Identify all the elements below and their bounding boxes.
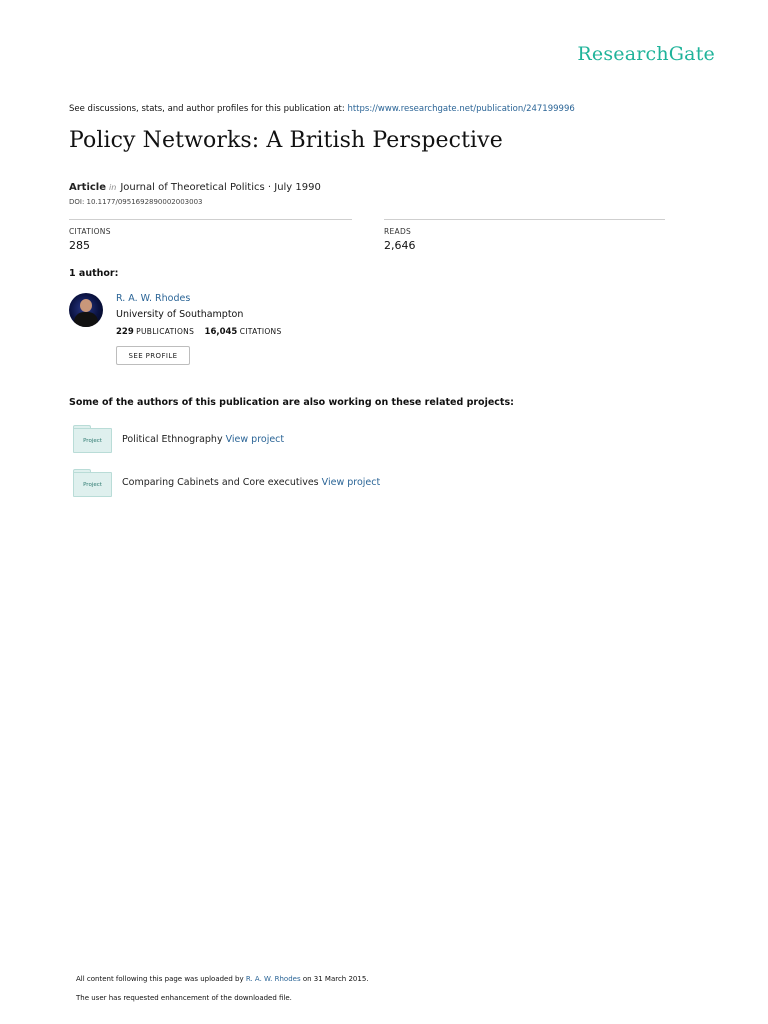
project-folder-icon[interactable] <box>73 469 112 497</box>
project-folder-icon[interactable] <box>73 425 112 453</box>
publication-title: Policy Networks: A British Perspective <box>69 128 503 153</box>
author-citations-label: CITATIONS <box>239 327 282 336</box>
project-item <box>122 477 380 488</box>
divider-citations <box>69 219 352 220</box>
projects-heading: Some of the authors of this publication are also working on these related projects: <box>69 397 514 408</box>
publication-doi: DOI: 10.1177/0951692890002003003 <box>69 198 203 206</box>
publication-meta <box>69 182 321 193</box>
project-name: Comparing Cabinets and Core executives <box>122 477 319 488</box>
reads-label: READS <box>384 227 412 236</box>
project-item <box>122 434 284 445</box>
view-project-link[interactable]: View project <box>225 434 285 445</box>
citations-value: 285 <box>69 239 90 252</box>
author-name-link[interactable]: R. A. W. Rhodes <box>116 293 191 304</box>
publication-url-link[interactable]: https://www.researchgate.net/publication/247199996 <box>347 104 575 114</box>
avatar-body <box>74 312 98 327</box>
project-name: Political Ethnography <box>122 434 223 445</box>
header-intro-text: See discussions, stats, and author profiles for this publication at: <box>69 104 345 114</box>
author-stats <box>116 327 290 337</box>
author-citations-count: 16,045 <box>204 327 238 337</box>
footer-upload-suffix: on 31 March 2015. <box>302 975 369 983</box>
publication-journal: Journal of Theoretical Politics · July 1990 <box>120 182 321 193</box>
header-intro <box>69 104 575 114</box>
citations-label: CITATIONS <box>69 227 111 236</box>
author-publications-label: PUBLICATIONS <box>136 327 195 336</box>
view-project-link[interactable]: View project <box>321 477 381 488</box>
avatar-face <box>80 299 92 312</box>
publication-type: Article <box>69 182 107 193</box>
footer-enhancement-note: The user has requested enhancement of the downloaded file. <box>76 994 292 1002</box>
footer-upload-note <box>76 975 369 983</box>
author-publications-count: 229 <box>116 327 134 337</box>
author-avatar[interactable] <box>69 293 103 327</box>
project-badge: Project <box>73 428 112 453</box>
reads-value: 2,646 <box>384 239 416 252</box>
authors-heading: 1 author: <box>69 268 119 279</box>
author-institution: University of Southampton <box>116 309 244 320</box>
see-profile-button[interactable]: SEE PROFILE <box>116 346 190 365</box>
project-badge: Project <box>73 472 112 497</box>
researchgate-logo[interactable]: ResearchGate <box>577 43 715 65</box>
footer-uploader-link[interactable]: R. A. W. Rhodes <box>245 975 301 983</box>
footer-upload-prefix: All content following this page was uploaded by <box>76 975 244 983</box>
divider-reads <box>384 219 665 220</box>
journal-icon: in <box>109 183 117 192</box>
